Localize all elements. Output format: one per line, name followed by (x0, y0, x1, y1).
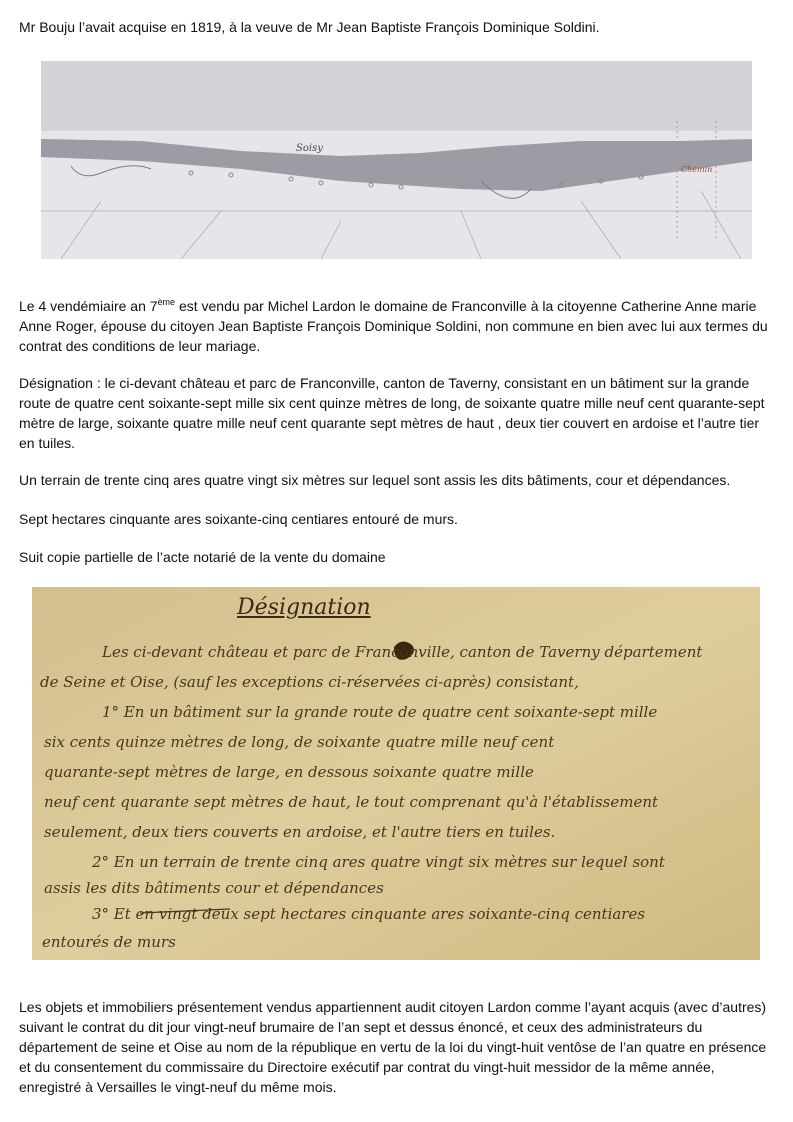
manuscript-line: assis les dits bâtiments cour et dépendances (44, 879, 384, 897)
cadastral-plan-image (41, 61, 752, 259)
manuscript-line: Les ci-devant château et parc de Franconville, canton de Taverny département (102, 643, 703, 661)
manuscript-line: six cents quinze mètres de long, de soixante quatre mille neuf cent (44, 733, 555, 751)
closing-paragraph: Les objets et immobiliers présentement vendus appartiennent audit citoyen Lardon comme l’ayant acquis (avec d’autres) suivant le contrat du dit jour vingt-neuf brumaire de l’an sept et dessus énoncé, et ceux des administrateurs du département de seine et Oise au nom de la république en vertu de la loi du vingt-huit ventôse de l’an quatre en présence et du consentement du commissaire du Directoire exécutif par contrat du vingt-huit messidor de la même année, enregistré à Versailles le vingt-neuf du même mois. (19, 999, 767, 1095)
manuscript-line: 2° En un terrain de trente cinq ares quatre vingt six mètres sur lequel sont (92, 853, 665, 871)
manuscript-line: 1° En un bâtiment sur la grande route de quatre cent soixante-sept mille (102, 703, 658, 721)
intro-paragraph: Mr Bouju l’avait acquise en 1819, à la veuve de Mr Jean Baptiste François Dominique Soldini. (19, 19, 600, 35)
manuscript-line: neuf cent quarante sept mètres de haut, le tout comprenant qu'à l'établissement (44, 793, 659, 811)
notarial-deed-image (32, 587, 760, 960)
hectares-paragraph: Sept hectares cinquante ares soixante-cinq centiares entouré de murs. (19, 511, 458, 527)
plan-label-chemin: Chemin (681, 165, 713, 174)
manuscript-line: de Seine et Oise, (sauf les exceptions ci-réservées ci-après) consistant, (40, 673, 579, 691)
manuscript-line: entourés de murs (42, 933, 176, 951)
manuscript-line: quarante-sept mètres de large, en dessous soixante quatre mille (44, 763, 534, 781)
designation-paragraph: Désignation : le ci-devant château et parc de Franconville, canton de Taverny, consistant en un bâtiment sur la grande route de quatre cent soixante-sept mille six cent quinze mètres de long, de soixante quatre mille neuf cent quarante-sept mètre de large, soixante quatre mille neuf cent quarante sept mètres de haut , deux tier couvert en ardoise et l’autre tier en tuiles. (19, 375, 765, 451)
sale-paragraph: Le 4 vendémiaire an 7ème est vendu par Michel Lardon le domaine de Franconville à la citoyenne Catherine Anne marie Anne Roger, épouse du citoyen Jean Baptiste François Dominique Soldini, non commune en bien avec lui aux termes du contrat des conditions de leur mariage. (19, 297, 768, 354)
manuscript-line: seulement, deux tiers couverts en ardoise, et l'autre tiers en tuiles. (44, 823, 556, 841)
copy-caption: Suit copie partielle de l’acte notarié de la vente du domaine (19, 549, 386, 565)
manuscript-title: Désignation (237, 595, 371, 620)
plan-label-soisy: Soisy (296, 143, 323, 154)
terrain-paragraph: Un terrain de trente cinq ares quatre vingt six mètres sur lequel sont assis les dits bâtiments, cour et dépendances. (19, 472, 731, 488)
plan-drawing (41, 61, 752, 259)
manuscript-line: 3° Et en vingt deux sept hectares cinquante ares soixante-cinq centiares (92, 905, 646, 923)
